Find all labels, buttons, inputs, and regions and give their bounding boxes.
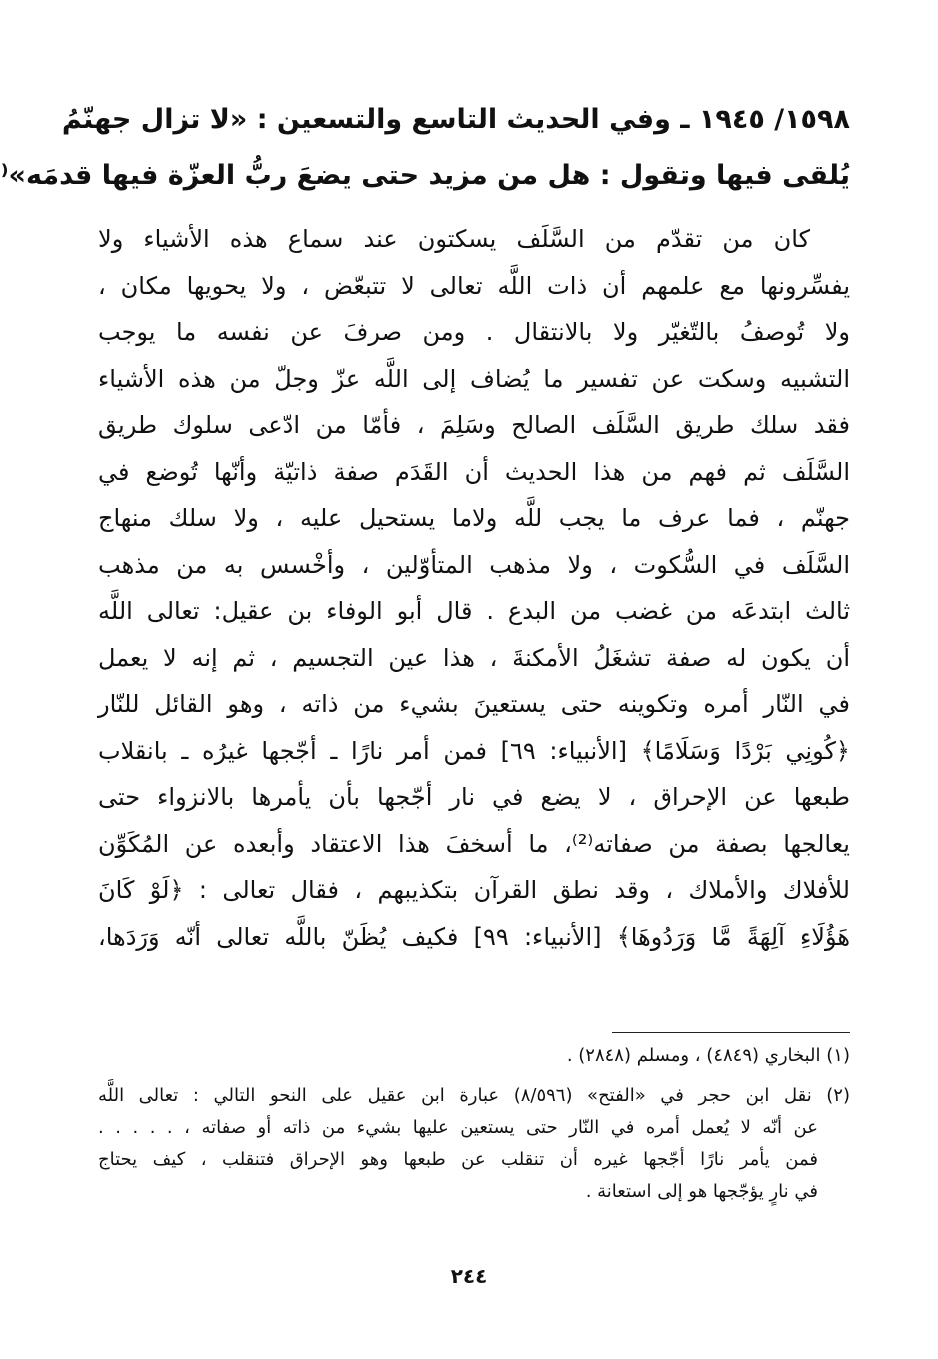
paragraph-line: ثالث ابتدعَه من غضب من البدع . قال أبو الوفاء بن عقيل: تعالى اللَّه <box>98 597 850 625</box>
footnotes <box>98 1040 850 1208</box>
paragraph-line: يعالجها بصفة من صفاته⁽²⁾، ما أسخفَ هذا الاعتقاد وأبعده عن المُكَوِّن <box>98 829 850 858</box>
footnote-2-line-3: فمن يأمر نارًا أجّجها غيره أن تنقلب عن طبعها وهو الإحراق فتنقلب ، كيف يحتاج <box>98 1149 818 1170</box>
footnote-2-line-2: عن أنّه لا يُعمل أمره في النّار حتى يستعين عليها بشيء من ذاته أو صفاته ، . . . . . <box>98 1117 818 1138</box>
paragraph-line: التشبيه وسكت عن تفسير ما يُضاف إلى اللَّه عزّ وجلّ من هذه الأشياء <box>98 364 850 393</box>
heading-line-2: يُلقى فيها وتقول : هل من مزيد حتى يضعَ ربُّ العزّة فيها قدمَه»⁽ <box>0 160 850 191</box>
footnote-1: (١) البخاري (٤٨٤٩) ، ومسلم (٢٨٤٨) . <box>566 1045 850 1066</box>
footnote-2-line-4: في نارٍ يؤجّجها هو إلى استعانة . <box>585 1181 818 1202</box>
paragraph-line: كان من تقدّم من السَّلَف يسكتون عند سماع هذه الأشياء ولا <box>98 225 810 253</box>
paragraph-line: فقد سلك طريق السَّلَف الصالح وسَلِمَ ، فأمّا من ادّعى سلوك طريق <box>98 411 850 439</box>
paragraph-line: طبعها عن الإحراق ، لا يضع في نار أجّجها بأن يأمرها بالانزواء حتى <box>98 783 850 811</box>
paragraph-line: جهنّم ، فما عرف ما يجب للَّه ولاما يستحيل عليه ، ولا سلك منهاج <box>98 504 850 532</box>
paragraph-line: يفسِّرونها مع علمهم أن ذات اللَّه تعالى لا تتبعّض ، ولا يحويها مكان ، <box>98 271 850 300</box>
paragraph-line: للأفلاك والأملاك ، وقد نطق القرآن بتكذيبهم ، فقال تعالى : ﴿لَوْ كَانَ <box>98 876 850 904</box>
heading-line-1: ١٥٩٨/ ١٩٤٥ ـ وفي الحديث التاسع والتسعين : «لا تزال جهنّمُ <box>61 104 850 135</box>
footnote-2-line-1: (٢) نقل ابن حجر في «الفتح» (٨/٥٩٦) عبارة ابن عقيل على النحو التالي : تعالى اللَّه <box>98 1085 850 1106</box>
paragraph-line: في النّار أمره وتكوينه حتى يستعينَ بشيء من ذاته ، وهو القائل للنّار <box>98 690 850 718</box>
paragraph-line: السَّلَف في السُّكوت ، ولا مذهب المتأوّلين ، وأخْسس به من مذهب <box>98 550 850 579</box>
footnote-separator <box>612 1032 850 1033</box>
hadith-heading <box>0 92 850 204</box>
commentary-paragraph <box>98 216 850 960</box>
paragraph-line: السَّلَف ثم فهم من هذا الحديث أن القَدَم صفة ذاتيّة وأنّها تُوضع في <box>98 457 850 486</box>
page-number: ٢٤٤ <box>450 1264 488 1288</box>
paragraph-line: هَؤُلَاءِ آلِهَةً مَّا وَرَدُوهَا﴾ [الأنبياء: ٩٩] فكيف يُظَنّ باللَّه تعالى أنّه وَرَدَها، <box>98 922 851 951</box>
paragraph-line: أن يكون له صفة تشغَلُ الأمكنةَ ، هذا عين التجسيم ، ثم إنه لا يعمل <box>98 643 850 672</box>
paragraph-line: ﴿كُونِي بَرْدًا وَسَلَامًا﴾ [الأنبياء: ٦٩] فمن أمر نارًا ـ أجّجها غيرُه ـ بانقلاب <box>98 736 850 765</box>
paragraph-line: ولا تُوصفُ بالتّغيّر ولا بالانتقال . ومن صرفَ عن نفسه ما يوجب <box>98 318 850 346</box>
